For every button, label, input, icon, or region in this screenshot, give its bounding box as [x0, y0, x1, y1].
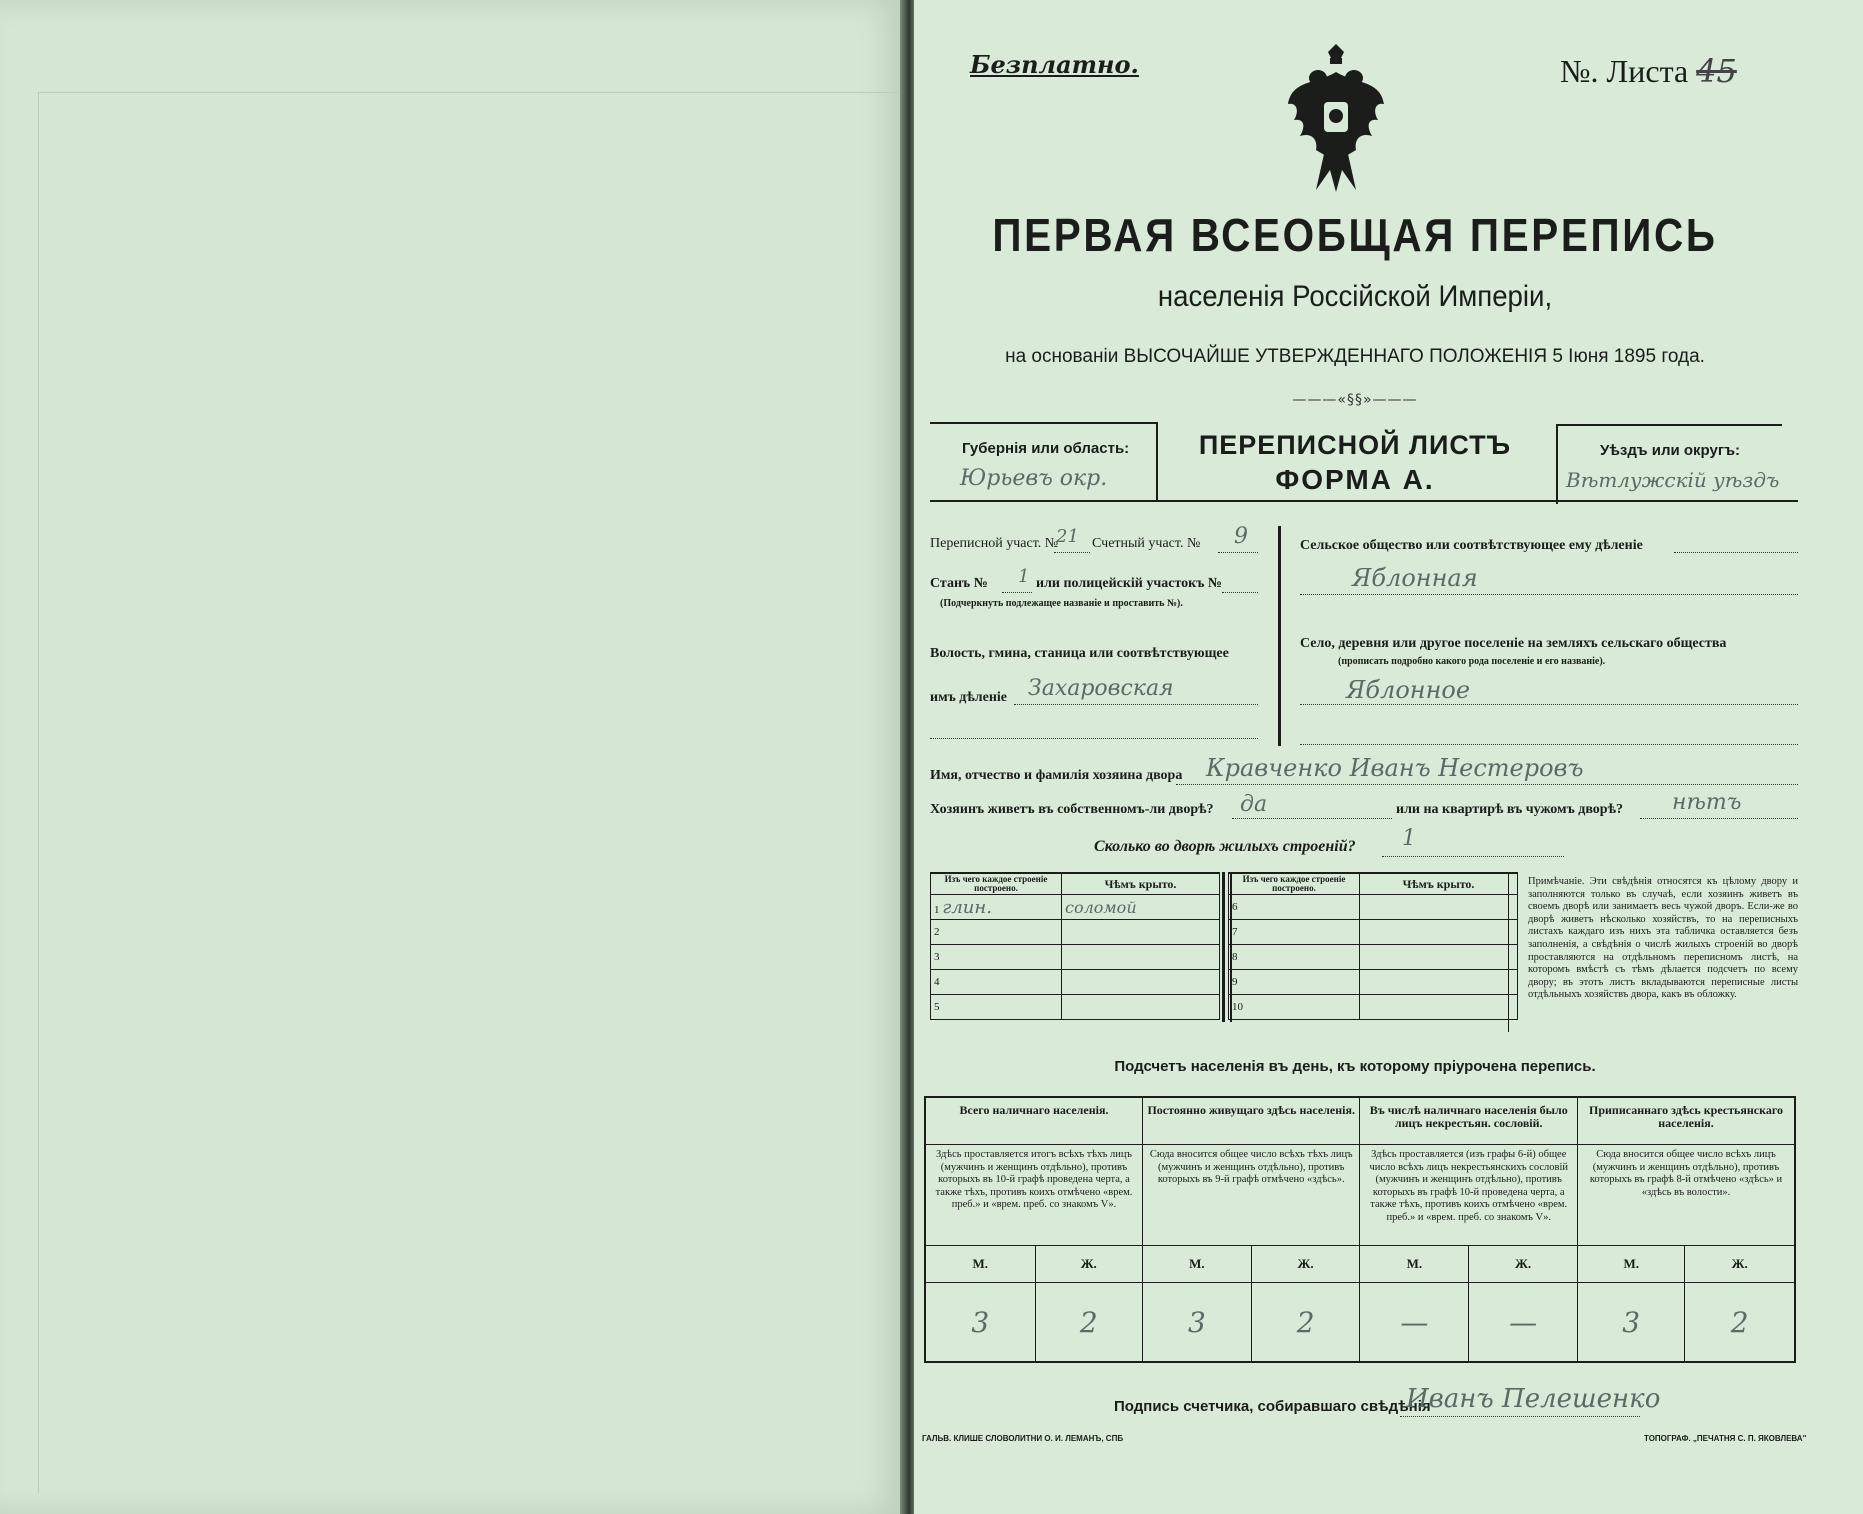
note-separator — [1508, 872, 1509, 1032]
col-roof: Чѣмъ крыто. — [1062, 873, 1220, 895]
uezd-label: Уѣздъ или округъ: — [1600, 442, 1741, 459]
selskoe-label: Сельское общество или соотвѣтствующее ему дѣленіе — [1300, 538, 1643, 553]
volost-label-2: имъ дѣленіе — [930, 690, 1007, 705]
row-number: 2 — [934, 926, 940, 938]
row-number: 10 — [1232, 1001, 1243, 1013]
own-yard-label: Хозяинъ живетъ въ собственномъ-ли дворѣ? — [930, 802, 1214, 817]
dotted-line — [1300, 704, 1798, 705]
left-page-frame — [38, 92, 899, 1493]
dotted-line — [1640, 818, 1798, 819]
population-table — [924, 1096, 1796, 1363]
dotted-line — [1382, 856, 1564, 857]
female-label: Ж. — [1469, 1246, 1578, 1283]
table-row — [931, 895, 1220, 920]
buildings-table-right — [1228, 872, 1518, 1020]
perepisnoy-uchastok-label: Переписной участ. № — [930, 536, 1059, 551]
male-label: М. — [1142, 1246, 1251, 1283]
row-number: 1 — [934, 903, 940, 916]
uezd-value: Вѣтлужскій уѣздъ — [1566, 468, 1780, 492]
guberniya-box — [930, 422, 1158, 502]
guberniya-label: Губернія или область: — [962, 440, 1130, 457]
header-rule — [930, 500, 1798, 502]
permanent-male-value: 3 — [1142, 1283, 1251, 1363]
police-note: (Подчеркнуть подлежащее названіе и проставить №). — [940, 598, 1183, 609]
population-title: Подсчетъ населенія въ день, къ которому пріурочена перепись. — [1114, 1058, 1596, 1075]
footer-left: ГАЛЬВ. КЛИШЕ СЛОВОЛИТНИ О. И. ЛЕМАНЪ, СПБ — [922, 1434, 1124, 1443]
selo-label: Село, деревня или другое поселеніе на земляхъ сельскаго общества — [1300, 636, 1727, 651]
vertical-divider — [1278, 526, 1281, 746]
selo-value: Яблонное — [1346, 676, 1471, 704]
rent-value: нѣтъ — [1672, 790, 1742, 815]
dotted-line — [1400, 1416, 1640, 1417]
guberniya-value: Юрьевъ окр. — [960, 466, 1108, 491]
female-label: Ж. — [1035, 1246, 1142, 1283]
owner-name-label: Имя, отчество и фамилія хозяина двора — [930, 768, 1183, 783]
registered-female-value: 2 — [1685, 1283, 1795, 1363]
female-label: Ж. — [1251, 1246, 1360, 1283]
buildings-label: Сколько во дворѣ жилыхъ строеній? — [1094, 838, 1356, 855]
total-female-value: 2 — [1035, 1283, 1142, 1363]
footer-right: ТОПОГРАФ. „ПЕЧАТНЯ С. П. ЯКОВЛЕВА" — [1644, 1434, 1807, 1443]
dotted-line — [1222, 592, 1258, 593]
col-registered-header: Приписаннаго здѣсь крестьянскаго населенія. — [1577, 1097, 1795, 1145]
sheet-number — [1560, 52, 1737, 90]
census-title: ПЕРВАЯ ВСЕОБЩАЯ ПЕРЕПИСЬ — [992, 209, 1718, 261]
row-number: 4 — [934, 976, 940, 988]
registered-male-value: 3 — [1577, 1283, 1684, 1363]
dotted-line — [1176, 784, 1798, 785]
dotted-line — [1300, 594, 1798, 595]
sheet-number-value: 45 — [1696, 52, 1737, 90]
dotted-line — [1014, 704, 1258, 705]
table-row — [931, 970, 1220, 995]
own-yard-value: да — [1240, 792, 1268, 817]
schetny-uchastok-value: 9 — [1234, 524, 1248, 549]
dotted-line — [1674, 552, 1798, 553]
dotted-line — [1300, 744, 1798, 745]
stan-label: Станъ № — [930, 576, 988, 591]
dotted-line — [930, 738, 1258, 739]
roof-value: соломой — [1065, 897, 1137, 917]
owner-name-value: Кравченко Иванъ Нестеровъ — [1206, 754, 1584, 782]
volost-value: Захаровская — [1028, 676, 1174, 701]
permanent-female-value: 2 — [1251, 1283, 1360, 1363]
volost-label: Волость, гмина, станица или соотвѣтствующее — [930, 646, 1229, 661]
table-row — [1229, 920, 1518, 945]
table-row — [931, 945, 1220, 970]
col-nonpeasant-header: Въ числѣ наличнаго населенія было лицъ некрестьян. сословій. — [1360, 1097, 1578, 1145]
buildings-value: 1 — [1402, 826, 1416, 851]
dotted-line — [1232, 818, 1392, 819]
census-basis: на основаніи ВЫСОЧАЙШЕ УТВЕРЖДЕННАГО ПОЛОЖЕНІЯ 5 Іюня 1895 года. — [1005, 346, 1705, 367]
col-material-2: Изъ чего каждое строеніе построено. — [1229, 873, 1360, 895]
note-text: Примѣчаніе. Эти свѣдѣнія относятся къ цѣлому двору и заполняются только въ случаѣ, если хозяинъ живетъ въ своемъ дворѣ или занимаетъ весь чужой дворъ. Если-же во дворѣ живетъ нѣсколько хозяйствъ, то на переписныхъ листахъ каждаго изъ нихъ эта табличка оставляется безъ заполненія, а свѣдѣнія о числѣ жилыхъ строеній во дворѣ проставляются на отдѣльномъ переписномъ листѣ, на которомъ вмѣстѣ съ тѣмъ дѣлается подсчетъ по всему двору; въ этотъ листъ вкладываются переписные листы отдѣльныхъ хозяйствъ двора, какъ въ обложку. — [1528, 876, 1798, 1001]
male-label: М. — [1577, 1246, 1684, 1283]
row-number: 9 — [1232, 976, 1238, 988]
census-form-page — [914, 0, 1863, 1514]
female-label: Ж. — [1685, 1246, 1795, 1283]
nonpeasant-male-value: — — [1360, 1283, 1469, 1363]
table-row — [931, 920, 1220, 945]
row-number: 3 — [934, 951, 940, 963]
police-uchastok-label: или полицейскій участокъ № — [1036, 576, 1222, 591]
dotted-line — [1002, 592, 1032, 593]
rent-label: или на квартирѣ въ чужомъ дворѣ? — [1396, 802, 1623, 817]
sheet-title: ПЕРЕПИСНОЙ ЛИСТЪ — [1198, 430, 1512, 460]
dotted-line — [1054, 552, 1090, 553]
stan-value: 1 — [1018, 566, 1030, 587]
buildings-table-left — [930, 872, 1220, 1020]
col-permanent-header: Постоянно живущаго здѣсь населенія. — [1142, 1097, 1360, 1145]
total-male-value: 3 — [925, 1283, 1035, 1363]
col-permanent-desc: Сюда вносится общее число всѣхъ тѣхъ лицъ (мужчинъ и женщинъ отдѣльно), противъ которыхъ въ 9-й графѣ отмѣчено «здѣсь». — [1142, 1145, 1360, 1246]
table-row — [1229, 895, 1518, 920]
dotted-line — [1218, 552, 1258, 553]
table-row — [931, 995, 1220, 1020]
double-headed-eagle-icon — [1286, 44, 1386, 192]
col-material: Изъ чего каждое строеніе построено. — [931, 873, 1062, 895]
col-total-desc: Здѣсь проставляется итогъ всѣхъ тѣхъ лицъ (мужчинъ и женщинъ отдѣльно), противъ которыхъ въ 10-й графѣ проведена черта, а также тѣхъ, противъ коихъ отмѣчено «врем. преб.» и «врем. преб. со знакомъ V». — [925, 1145, 1142, 1246]
signature-value: Иванъ Пелешенко — [1406, 1384, 1661, 1414]
sheet-number-label: №. Листа — [1560, 53, 1689, 89]
male-label: М. — [1360, 1246, 1469, 1283]
signature-label: Подпись счетчика, собиравшаго свѣдѣнія — [1114, 1398, 1431, 1415]
col-nonpeasant-desc: Здѣсь проставляется (изъ графы 6-й) общее число всѣхъ лицъ некрестьянскихъ сословій (мужчинъ и женщинъ отдѣльно), противъ которыхъ въ графѣ 10-й проведена черта, а также тѣхъ, противъ коихъ отмѣчено «врем. преб.» и «врем. преб. со знакомъ V». — [1360, 1145, 1578, 1246]
form-type: ФОРМА А. — [1275, 464, 1435, 495]
table-row — [1229, 995, 1518, 1020]
perepisnoy-uchastok-value: 21 — [1056, 526, 1079, 547]
col-roof-2: Чѣмъ крыто. — [1360, 873, 1518, 895]
census-subtitle: населенія Россійской Имперіи, — [1157, 280, 1553, 313]
table-row — [1229, 945, 1518, 970]
row-number: 8 — [1232, 951, 1238, 963]
table-row — [1229, 970, 1518, 995]
selskoe-value: Яблонная — [1352, 564, 1478, 592]
col-registered-desc: Сюда вносится общее число всѣхъ лицъ (мужчинъ и женщинъ отдѣльно), противъ которыхъ въ графѣ 8-й отмѣчено «здѣсь» и «здѣсь въ волости». — [1577, 1145, 1795, 1246]
material-value: глин. — [942, 896, 992, 918]
ornament-divider: ———«§§»——— — [1292, 392, 1418, 408]
schetny-uchastok-label: Счетный участ. № — [1092, 536, 1201, 551]
population-values-row — [925, 1283, 1795, 1363]
row-number: 6 — [1232, 901, 1238, 913]
left-page — [0, 0, 906, 1514]
uezd-box — [1556, 424, 1782, 504]
free-label: Безплатно. — [970, 50, 1139, 79]
nonpeasant-female-value: — — [1469, 1283, 1578, 1363]
row-number: 5 — [934, 1001, 940, 1013]
male-label: М. — [925, 1246, 1035, 1283]
row-number: 7 — [1232, 926, 1238, 938]
col-total-header: Всего наличнаго населенія. — [925, 1097, 1142, 1145]
selo-note: (прописать подробно какого рода поселеніе и его названіе). — [1338, 656, 1606, 667]
